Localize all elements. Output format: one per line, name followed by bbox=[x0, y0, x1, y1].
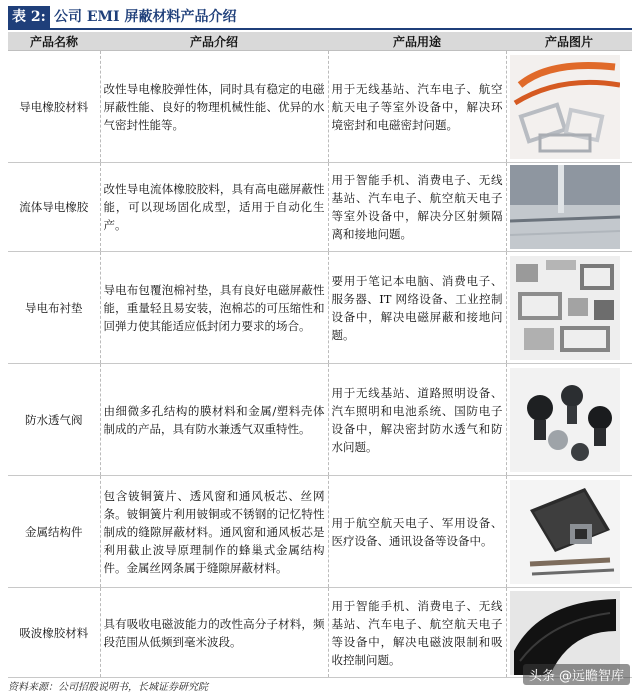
product-image-cell bbox=[506, 364, 632, 476]
absorbing-rubber-image bbox=[510, 591, 620, 675]
product-name: 吸波橡胶材料 bbox=[8, 588, 100, 678]
product-use: 用于智能手机、消费电子、无线基站、汽车电子、航空航天电子等室外设备中，解决分区射频隔离和接地问题。 bbox=[328, 163, 506, 252]
conductive-rubber-image bbox=[510, 55, 620, 159]
watermark: 头条 @远瞻智库 bbox=[523, 664, 630, 685]
table-row bbox=[8, 364, 632, 476]
header-intro: 产品介绍 bbox=[100, 32, 328, 51]
product-image-cell bbox=[506, 476, 632, 588]
metal-structure-image bbox=[510, 480, 620, 584]
fabric-gasket-image bbox=[510, 256, 620, 360]
product-table bbox=[8, 32, 632, 678]
product-image-cell bbox=[506, 163, 632, 252]
product-name: 金属结构件 bbox=[8, 476, 100, 588]
header-use: 产品用途 bbox=[328, 32, 506, 51]
product-use: 用于无线基站、道路照明设备、汽车照明和电池系统、国防电子设备中，解决密封防水透气和防水问题。 bbox=[328, 364, 506, 476]
table-row bbox=[8, 51, 632, 163]
header-row bbox=[8, 32, 632, 51]
product-name: 导电布衬垫 bbox=[8, 252, 100, 364]
product-intro: 改性导电流体橡胶胶料，具有高电磁屏蔽性能，可以现场固化成型，适用于自动化生产。 bbox=[100, 163, 328, 252]
product-intro: 由细微多孔结构的膜材料和金属/塑料壳体制成的产品，具有防水兼透气双重特性。 bbox=[100, 364, 328, 476]
product-use: 用于无线基站、汽车电子、航空航天电子等室外设备中，解决环境密封和电磁密封问题。 bbox=[328, 51, 506, 163]
vent-valve-image bbox=[510, 368, 620, 472]
product-name: 防水透气阀 bbox=[8, 364, 100, 476]
table-number: 表 2: bbox=[8, 6, 50, 28]
table-row bbox=[8, 252, 632, 364]
product-intro: 包含铍铜簧片、透风窗和通风板芯、丝网条。铍铜簧片利用铍铜或不锈钢的记忆特性制成的缝隙屏蔽材料。通风窗和通风板芯是利用截止波导原理制作的蜂巢式金属结构件。金属丝网条属于缝隙屏蔽材料。 bbox=[100, 476, 328, 588]
table-title: 公司 EMI 屏蔽材料产品介绍 bbox=[54, 9, 237, 25]
product-name: 导电橡胶材料 bbox=[8, 51, 100, 163]
product-intro: 导电布包覆泡棉衬垫，具有良好电磁屏蔽性能，重量轻且易安装，泡棉芯的可压缩性和回弹力使其能适应低封闭力要求的场合。 bbox=[100, 252, 328, 364]
fluid-rubber-image bbox=[510, 165, 620, 249]
product-image-cell bbox=[506, 51, 632, 163]
table-title-bar bbox=[8, 6, 632, 30]
table-row bbox=[8, 476, 632, 588]
product-use: 用于航空航天电子、军用设备、医疗设备、通讯设备等设备中。 bbox=[328, 476, 506, 588]
source-note: 资料来源：公司招股说明书，长城证券研究院 bbox=[8, 682, 208, 693]
product-use: 用于智能手机、消费电子、无线基站、汽车电子、航空航天电子等设备中，解决电磁波限制和吸收控制问题。 bbox=[328, 588, 506, 678]
product-intro: 改性导电橡胶弹性体，同时具有稳定的电磁屏蔽性能、良好的物理机械性能、优异的水气密封性能等。 bbox=[100, 51, 328, 163]
header-image: 产品图片 bbox=[506, 32, 632, 51]
table-row bbox=[8, 163, 632, 252]
product-name: 流体导电橡胶 bbox=[8, 163, 100, 252]
product-intro: 具有吸收电磁波能力的改性高分子材料，频段范围从低频到毫米波段。 bbox=[100, 588, 328, 678]
product-use: 要用于笔记本电脑、消费电子、服务器、IT 网络设备、工业控制设备中，解决电磁屏蔽和接地问题。 bbox=[328, 252, 506, 364]
header-name: 产品名称 bbox=[8, 32, 100, 51]
product-image-cell bbox=[506, 252, 632, 364]
